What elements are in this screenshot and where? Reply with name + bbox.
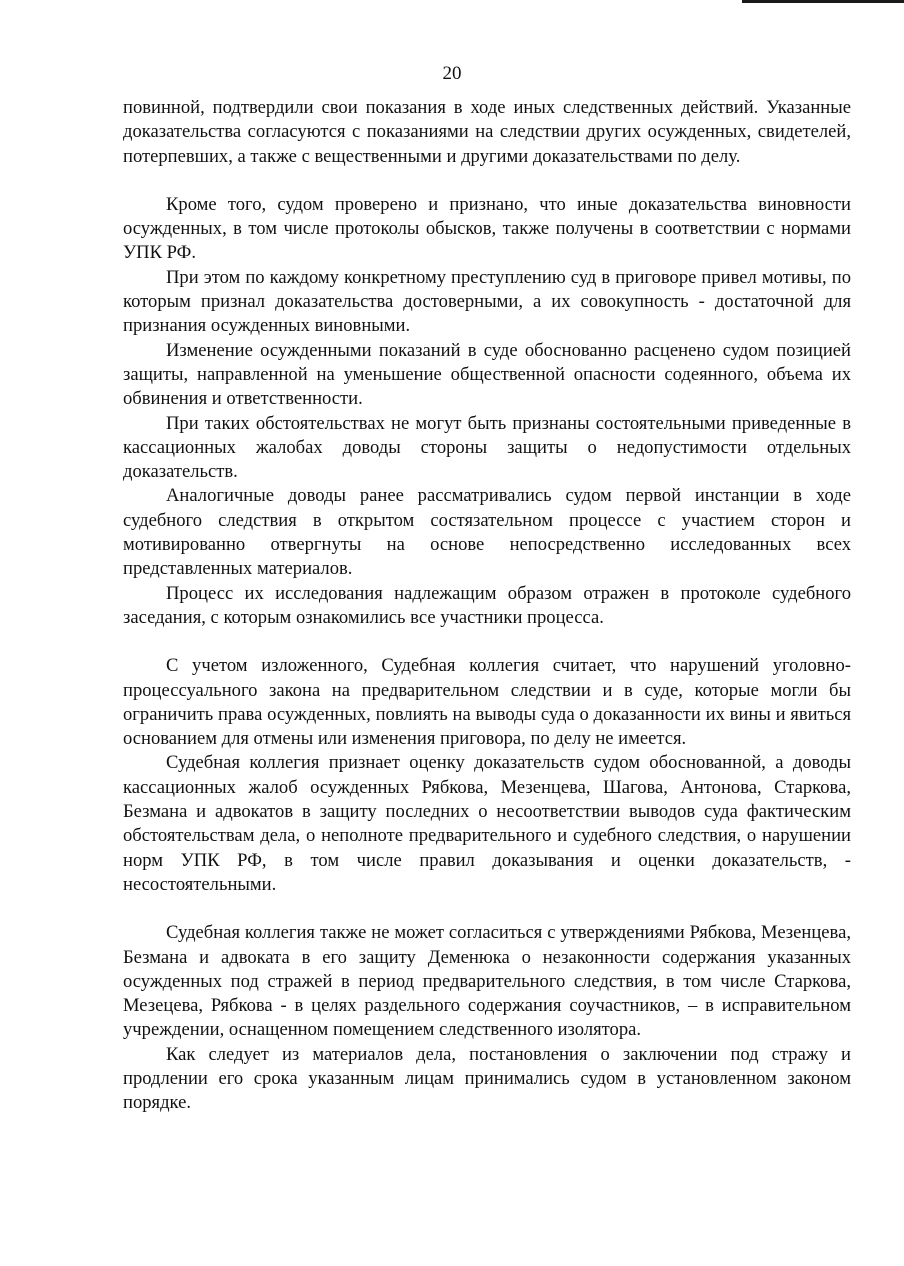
paragraph-similar-arguments: Аналогичные доводы ранее рассматривались судом первой инстанции в ходе судебного следствия в открытом состязательном процессе с участием сторон и мотивированно отвергнуты на основе непосредственно исследованных всех представленных материалов. <box>123 485 851 580</box>
paragraph-court-motives: При этом по каждому конкретному преступлению суд в приговоре привел мотивы, по которым признал доказательства достоверными, а их совокупность - достаточной для признания осужденных виновными. <box>123 266 851 337</box>
paragraph-detention-lawful: Как следует из материалов дела, постановления о заключении под стражу и продлении его срока указанным лицам принимались судом в установленном законом порядке. <box>123 1043 851 1114</box>
paragraph-changed-testimony: Изменение осужденными показаний в суде обоснованно расценено судом позицией защиты, направленной на уменьшение общественной опасности содеянного, объема их обвинения и ответственности. <box>123 339 851 410</box>
paragraph-assessment-of-evidence: Судебная коллегия признает оценку доказательств судом обоснованной, а доводы кассационных жалоб осужденных Рябкова, Мезенцева, Шагова, Антонова, Старкова, Безмана и адвокатов в защиту последних о несоответствии выводов суда фактическим обстоятельствам дела, о неполноте предварительного и судебного следствия, о нарушении норм УПК РФ, в том числе правил доказывания и оценки доказательств, - несостоятельными. <box>123 752 851 895</box>
page-number: 20 <box>442 63 462 84</box>
paragraph-no-violations: С учетом изложенного, Судебная коллегия считает, что нарушений уголовно-процессуального закона на предварительном следствии и в суде, которые могли бы ограничить права осужденных, повлиять на выводы суда о доказанности их вины и явиться основанием для отмены или изменения приговора, по делу не имеется. <box>123 655 851 750</box>
paragraph-detention-claims: Судебная коллегия также не может согласиться с утверждениями Рябкова, Мезенцева, Безмана и адвоката в его защиту Деменюка о незаконности содержания указанных осужденных под стражей в период предварительного следствия, в том числе Старкова, Мезецева, Рябкова - в целях раздельного содержания соучастников, – в исправительном учреждении, оснащенном помещением следственного изолятора. <box>123 922 851 1041</box>
paragraph-defense-arguments: При таких обстоятельствах не могут быть признаны состоятельными приведенные в кассационных жалобах доводы стороны защиты о недопустимости отдельных доказательств. <box>123 412 851 483</box>
paragraph-continuation: повинной, подтвердили свои показания в ходе иных следственных действий. Указанные доказательства согласуются с показаниями на следствии других осужденных, свидетелей, потерпевших, а также с вещественными и другими доказательствами по делу. <box>123 97 851 167</box>
paragraph-evidence-verified: Кроме того, судом проверено и признано, что иные доказательства виновности осужденных, в том числе протоколы обысков, также получены в соответствии с нормами УПК РФ. <box>123 193 851 264</box>
paragraph-examination-record: Процесс их исследования надлежащим образом отражен в протоколе судебного заседания, с которым ознакомились все участники процесса. <box>123 582 851 628</box>
document-body <box>123 96 851 1116</box>
top-edge-rule <box>742 0 904 3</box>
